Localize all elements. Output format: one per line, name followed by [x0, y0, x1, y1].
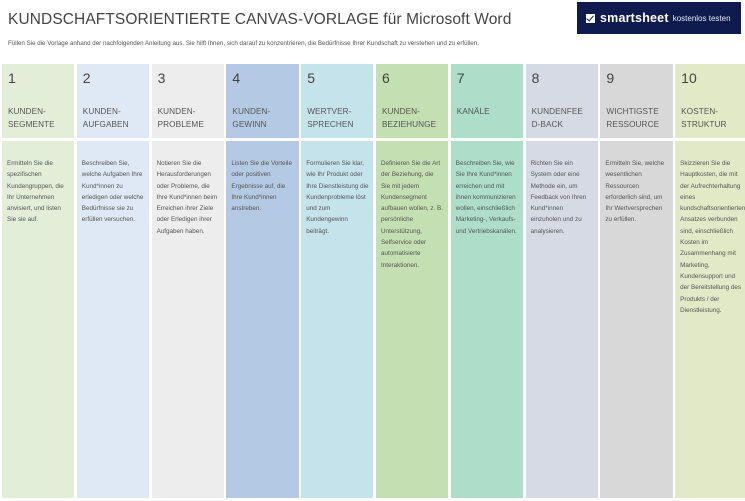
column-body[interactable] — [675, 141, 745, 498]
column-label: KUNDEN- AUFGABEN — [82, 107, 129, 129]
column-number: 2 — [82, 70, 91, 86]
column-body[interactable] — [526, 141, 598, 498]
column-body[interactable] — [226, 141, 298, 498]
column-body[interactable] — [2, 141, 74, 498]
customer-canvas-grid — [2, 64, 743, 498]
column-header[interactable] — [675, 64, 745, 138]
column-label: WERTVER- SPRECHEN — [307, 107, 354, 129]
column-body[interactable] — [301, 141, 373, 498]
column-body[interactable] — [152, 141, 224, 498]
column-header[interactable] — [152, 64, 224, 138]
column-body[interactable] — [600, 141, 672, 498]
column-description: Notieren Sie die Herausforderungen oder Probleme, die Ihre Kund*innen beim Erreichen ihrer Ziele oder Erledigen ihrer Aufgaben haben. — [156, 160, 218, 235]
column-label: KOSTEN- STRUKTUR — [681, 107, 727, 129]
column-header[interactable] — [376, 64, 448, 138]
column-body[interactable] — [77, 141, 149, 498]
column-header[interactable] — [2, 64, 74, 138]
column-header[interactable] — [77, 64, 149, 138]
column-description: Beschreiben Sie, wie Sie Ihre Kund*innen erreichen und mit ihnen kommunizieren wollen, einschließlich Marketing-, Verkaufs- und Vertriebskanälen. — [455, 160, 517, 235]
column-label: KUNDEN- BEZIEHUNGE — [381, 107, 437, 129]
column-description: Ermitteln Sie, welche wesentlichen Ressourcen erforderlich sind, um Ihr Wertversprechen zu erfüllen. — [605, 160, 665, 224]
column-body[interactable] — [376, 141, 448, 498]
column-description: Richten Sie ein System oder eine Methode ein, um Feedback von Ihren Kund*innen einzuholen und zu analysieren. — [530, 160, 587, 235]
column-description: Ermitteln Sie die spezifischen Kundengruppen, die Ihr Unternehmen anvisiert, und listen Sie sie auf. — [7, 160, 64, 224]
canvas-column — [152, 64, 224, 498]
canvas-column — [2, 64, 74, 498]
canvas-column — [77, 64, 149, 498]
brand-name: smartsheet — [600, 11, 669, 25]
canvas-column — [600, 64, 672, 498]
column-label: WICHTIGSTE RESSOURCE — [606, 107, 660, 129]
column-description: Definieren Sie die Art der Beziehung, die Sie mit jedem Kundensegment aufbauen wollen, z. B. persönliche Unterstützung, Selfservice oder automatisierte Interaktionen. — [380, 160, 443, 269]
column-number: 9 — [606, 70, 615, 86]
canvas-column — [526, 64, 598, 498]
checkbox-icon — [586, 14, 595, 23]
column-number: 8 — [531, 70, 540, 86]
smartsheet-try-free-button[interactable] — [577, 2, 741, 34]
column-body[interactable] — [451, 141, 523, 498]
column-number: 3 — [157, 70, 166, 86]
canvas-column — [675, 64, 745, 498]
column-number: 4 — [232, 70, 241, 86]
column-number: 5 — [307, 70, 315, 86]
canvas-column — [301, 64, 373, 498]
column-number: 1 — [8, 70, 16, 86]
column-label: KUNDENFEE D-BACK — [531, 107, 583, 129]
column-description: Listen Sie die Vorteile oder positiven Ergebnisse auf, die Ihre Kund*innen anstreben. — [231, 160, 292, 213]
brand-cta: kostenlos testen — [672, 13, 731, 23]
column-header[interactable] — [600, 64, 672, 138]
canvas-column — [226, 64, 298, 498]
column-label: KANÄLE — [456, 107, 490, 116]
column-description: Beschreiben Sie, welche Aufgaben Ihre Kund*innen zu erledigen oder welche Bedürfnisse sie zu erfüllen versuchen. — [81, 160, 144, 224]
page-subtitle: Füllen Sie die Vorlage anhand der nachfolgenden Anleitung aus. Sie hilft Ihnen, sich darauf zu konzentrieren, die Bedürfnisse Ihrer Kundschaft zu verstehen und zu erfüllen. — [8, 40, 479, 47]
column-number: 6 — [381, 70, 390, 86]
column-description: Formulieren Sie klar, wie Ihr Produkt oder Ihre Dienstleistung die Kundenprobleme löst und zum Kundengewinn beiträgt. — [306, 160, 369, 235]
column-description: Skizzieren Sie die Hauptkosten, die mit der Aufrechterhaltung eines kundschaftsorientierten Ansatzes verbunden sind, einschließlich Kosten im Zusammenhang mit Marketing, Kundensupport und der Bereitstellung des Produkts / der Dienstleistung. — [680, 160, 745, 314]
page-title: KUNDSCHAFTSORIENTIERTE CANVAS-VORLAGE für Microsoft Word — [8, 11, 512, 28]
column-header[interactable] — [226, 64, 298, 138]
canvas-column — [376, 64, 448, 498]
column-label: KUNDEN- PROBLEME — [157, 107, 204, 129]
column-header[interactable] — [451, 64, 523, 138]
column-number: 10 — [681, 70, 697, 86]
column-number: 7 — [456, 70, 465, 86]
canvas-column — [451, 64, 523, 498]
column-label: KUNDEN- GEWINN — [232, 107, 271, 129]
column-label: KUNDEN- SEGMENTE — [8, 107, 55, 129]
column-header[interactable] — [526, 64, 598, 138]
column-header[interactable] — [301, 64, 373, 138]
